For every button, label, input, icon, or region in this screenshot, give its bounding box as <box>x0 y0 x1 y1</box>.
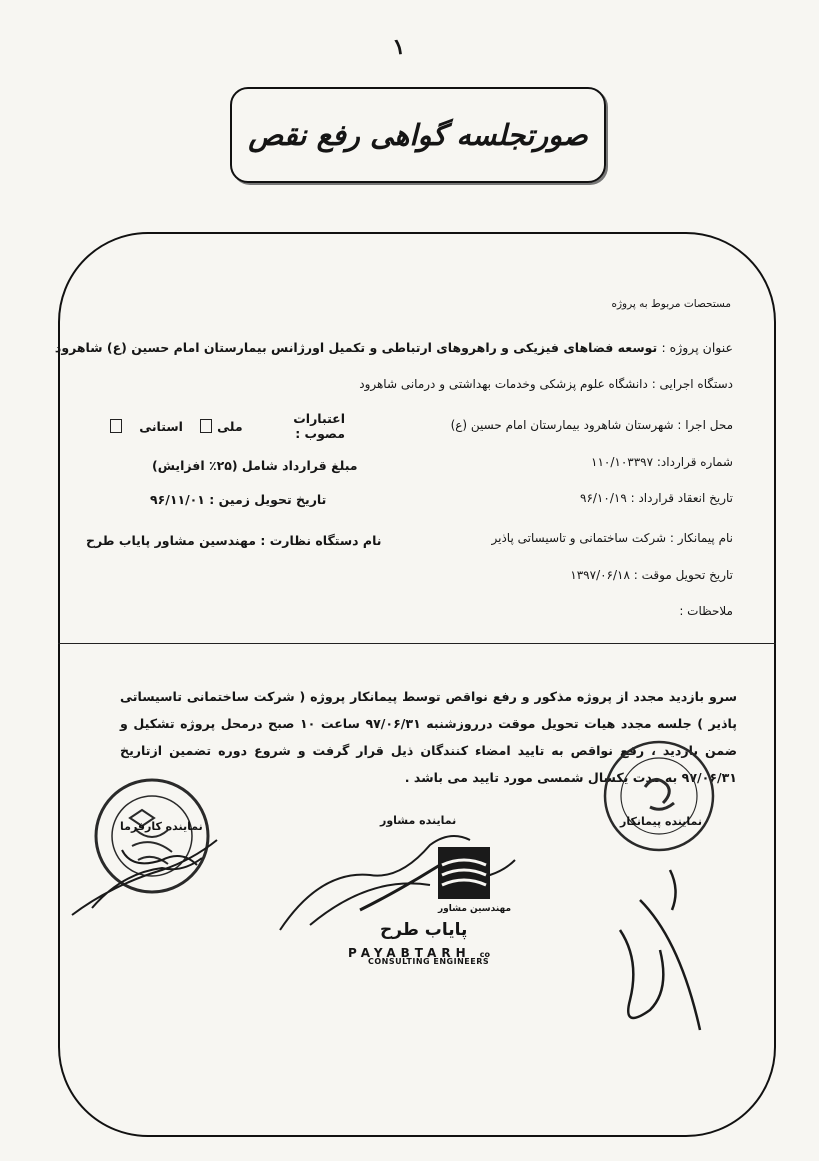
minutes-body-text: سرو بازدید مجدد از پروژه مذکور و رفع نواقص توسط پیمانکار پروژه ( شرکت ساختمانی تاسیساتی پاذیر ) جلسه مجدد هیات تحویل موقت درروزشنبه ۹۷/۰۶/۳۱ ساعت ۱۰ صبح درمحل پروژه تشکیل و ضمن بازدید ، رفع نواقص به تایید امضاء کنندگان ذیل قرار گرفت و شروع دوره تضمین ازتاریخ ۹۷/۰۶/۳۱ به مدت یکسال شمسی مورد تایید می باشد . <box>120 689 737 785</box>
temp-delivery-value: ۱۳۹۷/۰۶/۱۸ <box>570 568 630 582</box>
credit-national-checkbox[interactable] <box>200 419 212 433</box>
credit-provincial-checkbox[interactable] <box>110 419 122 433</box>
executor-row <box>359 377 733 391</box>
contract-number-value: ۱۱۰/۱۰۳۳۹۷ <box>591 455 654 469</box>
employer-signature <box>62 820 232 930</box>
credit-national-label: ملی <box>217 418 243 434</box>
contractor-signature <box>600 860 730 1040</box>
consultant-logo-fa-small: مهندسین مشاور <box>438 904 512 914</box>
supervisor-value: مهندسین مشاور پایاب طرح <box>86 533 257 548</box>
employer-rep-label: نماینده کارفرما <box>120 820 203 833</box>
consultant-logo-en-sub: CONSULTING ENGINEERS <box>368 957 490 966</box>
location-value: شهرستان شاهرود بیمارستان امام حسین (ع) <box>450 418 674 432</box>
land-delivery-value: ۹۶/۱۱/۰۱ <box>150 492 205 507</box>
contractor-rep-label: نماینده پیمانکار <box>620 815 703 828</box>
executor-label: دستگاه اجرایی : <box>651 377 733 391</box>
attachments-label: مستحصات مربوط به پروژه <box>611 298 731 310</box>
executor-value: دانشگاه علوم پزشکی وخدمات بهداشتی و درمانی شاهرود <box>359 377 648 391</box>
credit-provincial-label: استانی <box>139 418 183 434</box>
section-divider <box>58 643 776 644</box>
land-delivery-row <box>150 492 326 507</box>
contract-number-row <box>591 455 733 469</box>
contractor-label: نام پیمانکار : <box>669 531 733 545</box>
contractor-value: شرکت ساختمانی و تاسیساتی پاذیر <box>491 531 667 545</box>
contractor-row <box>492 531 734 545</box>
location-label: محل اجرا : <box>677 418 733 432</box>
consultant-logo-en-suffix: co <box>479 950 490 959</box>
contract-date-value: ۹۶/۱۰/۱۹ <box>580 491 627 505</box>
consultant-logo-en-name: PAYABTARH <box>348 946 471 960</box>
contract-date-label: تاریخ انعقاد قرارداد : <box>630 491 733 505</box>
notes-label: ملاحظات : <box>679 604 733 618</box>
temp-delivery-row <box>570 568 733 582</box>
contract-date-row <box>580 491 733 505</box>
contractor-stamp <box>600 737 718 855</box>
consultant-rep-label: نماینده مشاور <box>380 814 457 827</box>
contract-amount-label: مبلغ قرارداد شامل (۲۵٪ افزایش) <box>152 458 358 473</box>
temp-delivery-label: تاریخ تحویل موقت : <box>633 568 733 582</box>
credits-row <box>105 411 345 441</box>
location-row <box>451 418 733 432</box>
consultant-logo-fa-name: پایاب طرح <box>380 920 468 940</box>
project-title-value: توسعه فضاهای فیزیکی و راهروهای ارتباطی و تکمیل اورژانس بیمارستان امام حسین (ع) شاهرود <box>54 340 658 355</box>
land-delivery-label: تاریخ تحویل زمین : <box>209 492 327 507</box>
supervisor-row <box>86 533 381 548</box>
consultant-logo-mark <box>436 845 492 901</box>
page-number-mark: ١ <box>391 33 407 60</box>
credits-label: اعتبارات مصوب : <box>293 411 345 441</box>
project-title-row <box>55 340 733 355</box>
document-title: صورتجلسه گواهی رفع نقص <box>248 118 588 152</box>
contract-number-label: شماره قرارداد: <box>656 455 733 469</box>
title-box <box>230 87 606 183</box>
project-title-label: عنوان پروژه : <box>661 340 733 355</box>
supervisor-label: نام دستگاه نظارت : <box>260 533 382 548</box>
